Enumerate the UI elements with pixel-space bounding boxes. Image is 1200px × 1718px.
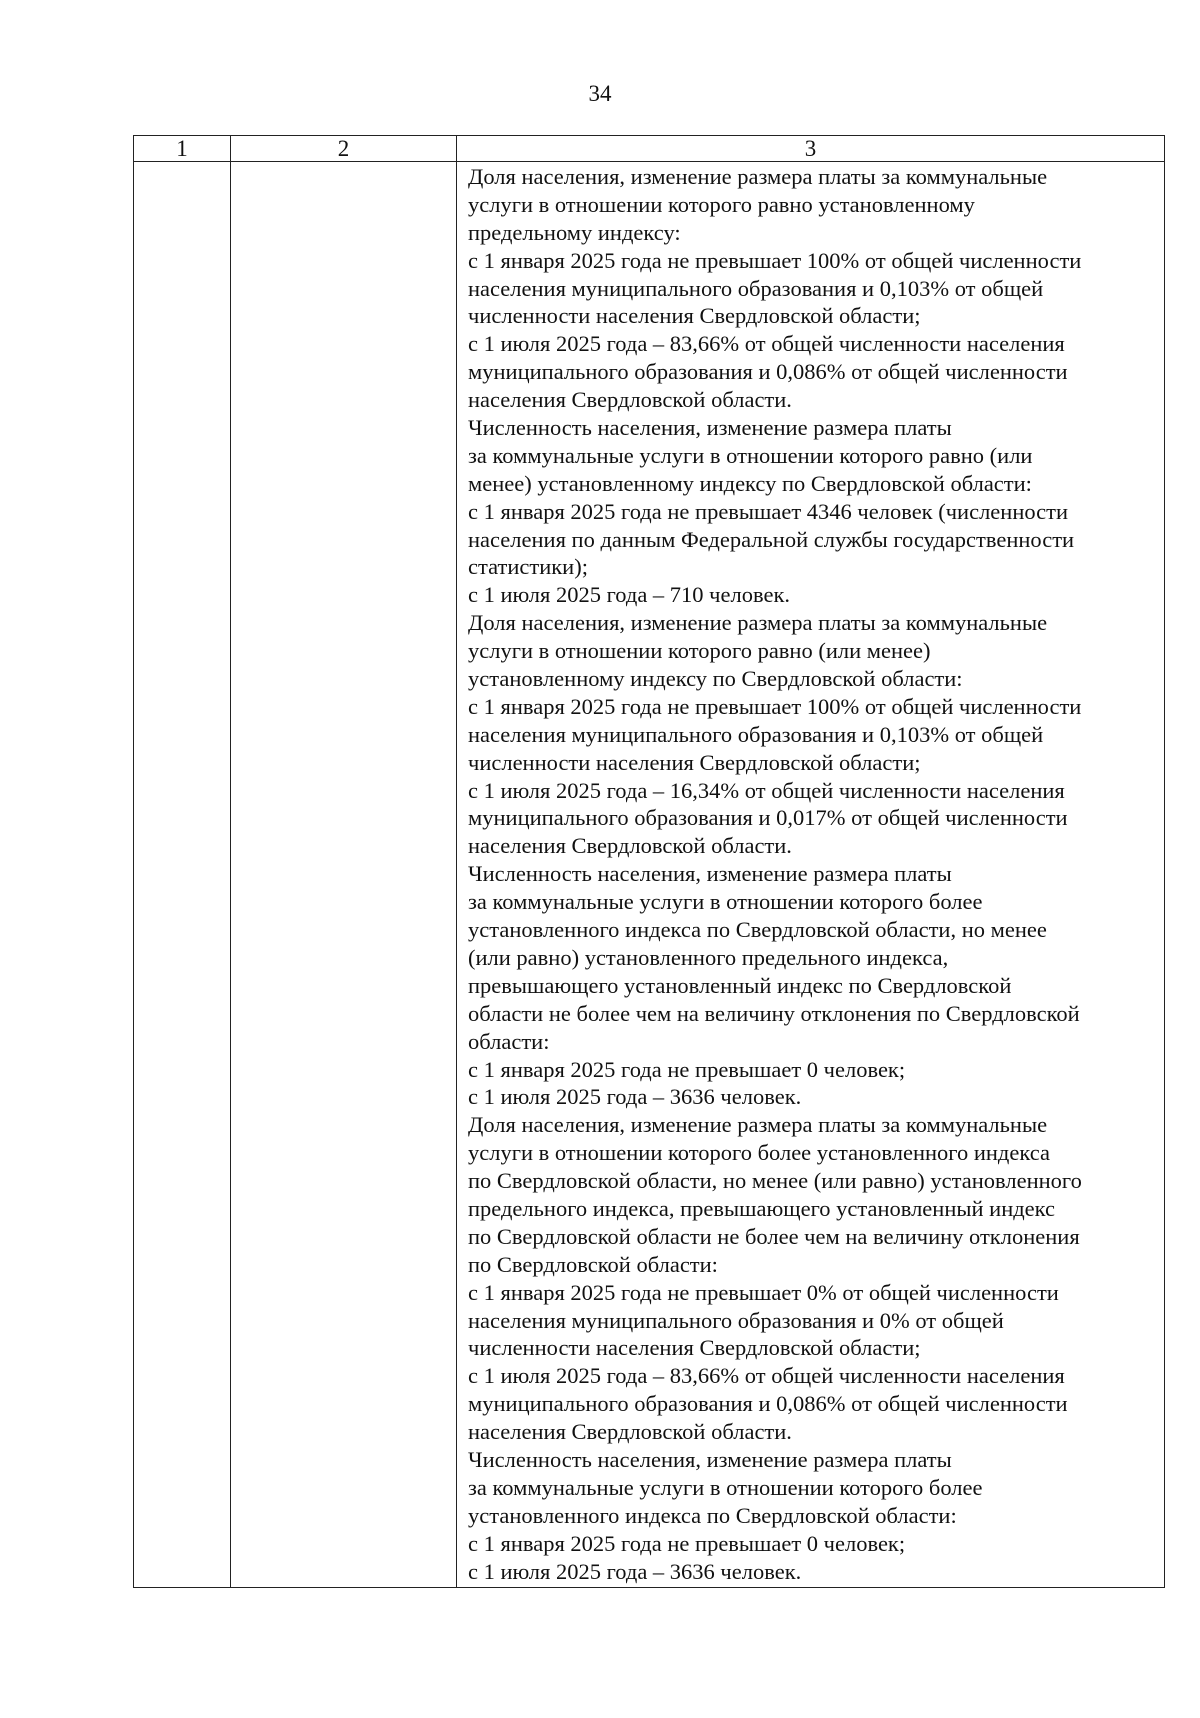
text-line: с 1 января 2025 года не превышает 0% от общей численности — [468, 1279, 1059, 1305]
table-header-row — [134, 136, 1165, 162]
text-line: области: — [468, 1028, 550, 1054]
text-line: (или равно) установленного предельного индекса, — [468, 944, 949, 970]
text-line: Численность населения, изменение размера платы — [468, 1446, 952, 1472]
text-line: Доля населения, изменение размера платы за коммунальные — [468, 610, 1048, 636]
text-line: установленному индексу по Свердловской области: — [468, 666, 963, 692]
text-line: за коммунальные услуги в отношении которого более — [468, 1474, 983, 1500]
text-line: с 1 января 2025 года не превышает 0 человек; — [468, 1530, 906, 1556]
column-header-1: 1 — [134, 136, 231, 162]
text-line: предельному индексу: — [468, 219, 681, 245]
text-line: по Свердловской области, но менее (или равно) установленного — [468, 1168, 1082, 1194]
text-line: численности населения Свердловской области; — [468, 1335, 921, 1361]
text-line: установленного индекса по Свердловской области: — [468, 1502, 957, 1528]
text-line: с 1 июля 2025 года – 83,66% от общей численности населения — [468, 331, 1065, 357]
text-line: Доля населения, изменение размера платы за коммунальные — [468, 164, 1048, 189]
column-header-2: 2 — [231, 136, 457, 162]
text-line: с 1 января 2025 года не превышает 4346 человек (численности — [468, 498, 1069, 524]
text-line: за коммунальные услуги в отношении которого более — [468, 889, 983, 915]
text-line: по Свердловской области: — [468, 1251, 718, 1277]
text-line: с 1 июля 2025 года – 16,34% от общей численности населения — [468, 777, 1065, 803]
text-line: статистики); — [468, 554, 588, 580]
text-line: предельного индекса, превышающего установленный индекс — [468, 1195, 1056, 1221]
text-line: с 1 января 2025 года не превышает 100% от общей численности — [468, 247, 1082, 273]
text-line: с 1 июля 2025 года – 3636 человек. — [468, 1084, 802, 1110]
text-line: населения Свердловской области. — [468, 387, 792, 413]
text-line: установленного индекса по Свердловской области, но менее — [468, 917, 1047, 943]
text-line: с 1 июля 2025 года – 3636 человек. — [468, 1558, 802, 1584]
text-line: по Свердловской области не более чем на величину отклонения — [468, 1223, 1080, 1249]
column-header-3: 3 — [457, 136, 1165, 162]
column-3-cell — [457, 162, 1165, 1588]
text-line: за коммунальные услуги в отношении которого равно (или — [468, 442, 1033, 468]
text-line: превышающего установленный индекс по Свердловской — [468, 972, 1012, 998]
text-line: населения Свердловской области. — [468, 833, 792, 859]
text-line: муниципального образования и 0,086% от общей численности — [468, 1391, 1068, 1417]
text-line: с 1 января 2025 года не превышает 0 человек; — [468, 1056, 906, 1082]
column-2-cell — [231, 162, 457, 1588]
text-line: численности населения Свердловской области; — [468, 303, 921, 329]
table-row — [134, 162, 1165, 1588]
text-line: муниципального образования и 0,017% от общей численности — [468, 805, 1068, 831]
text-line: численности населения Свердловской области; — [468, 749, 921, 775]
text-line: с 1 июля 2025 года – 710 человек. — [468, 582, 790, 608]
text-line: услуги в отношении которого более установленного индекса — [468, 1140, 1050, 1166]
text-line: населения муниципального образования и 0% от общей — [468, 1307, 1004, 1333]
text-line: Численность населения, изменение размера платы — [468, 415, 952, 441]
text-line: области не более чем на величину отклонения по Свердловской — [468, 1000, 1080, 1026]
text-line: муниципального образования и 0,086% от общей численности — [468, 359, 1068, 385]
text-line: Доля населения, изменение размера платы за коммунальные — [468, 1112, 1048, 1138]
text-line: с 1 июля 2025 года – 83,66% от общей численности населения — [468, 1363, 1065, 1389]
text-line: услуги в отношении которого равно установленному — [468, 191, 975, 217]
text-line: с 1 января 2025 года не превышает 100% от общей численности — [468, 693, 1082, 719]
text-line: менее) установленному индексу по Свердловской области: — [468, 470, 1032, 496]
text-line: населения Свердловской области. — [468, 1419, 792, 1445]
column-1-cell — [134, 162, 231, 1588]
document-table — [133, 135, 1165, 1588]
text-line: населения муниципального образования и 0,103% от общей — [468, 721, 1044, 747]
text-line: услуги в отношении которого равно (или менее) — [468, 638, 931, 664]
text-line: населения по данным Федеральной службы государственности — [468, 526, 1075, 552]
column-3-text — [457, 162, 1164, 1587]
text-line: населения муниципального образования и 0,103% от общей — [468, 275, 1044, 301]
text-line: Численность населения, изменение размера платы — [468, 861, 952, 887]
page-number: 34 — [588, 81, 612, 106]
